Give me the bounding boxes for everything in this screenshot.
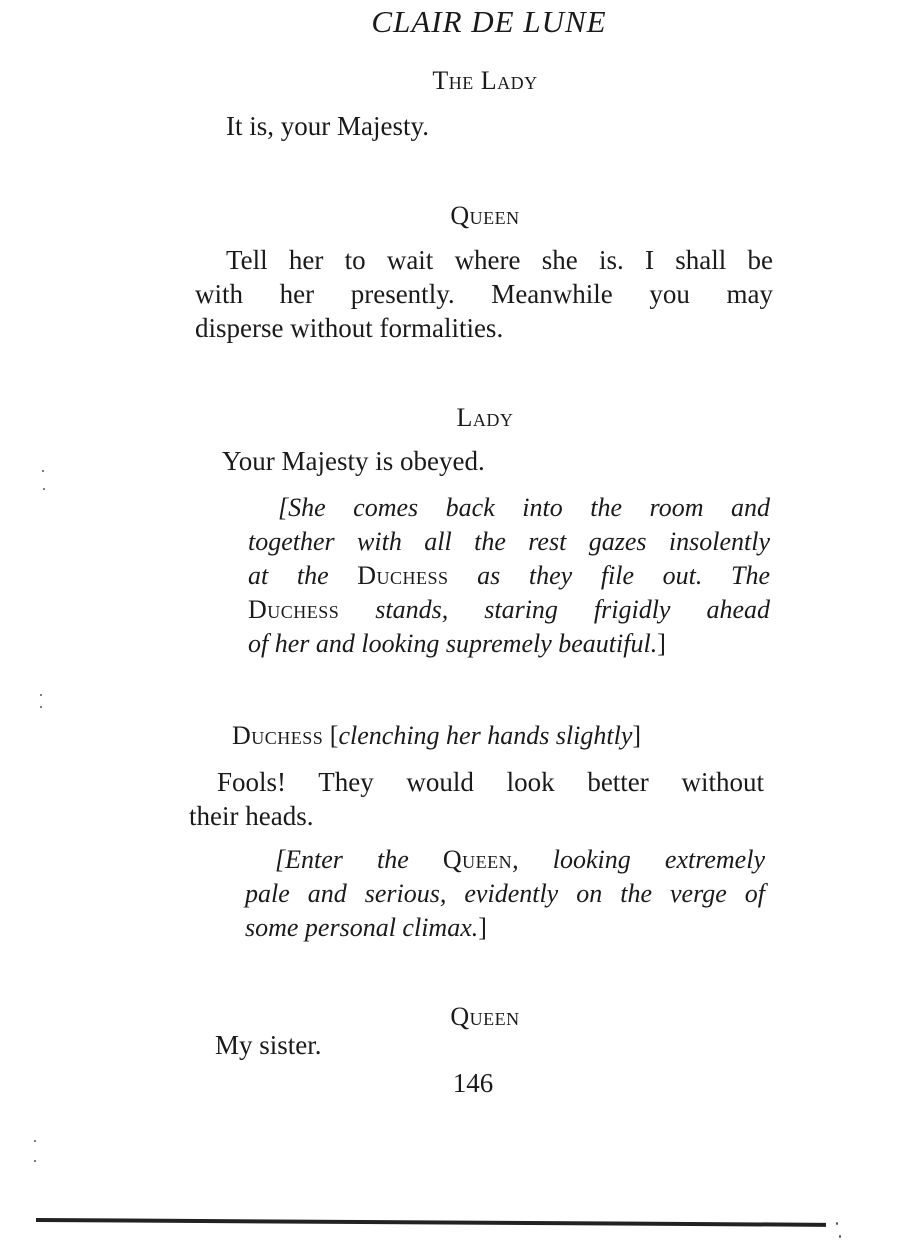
direction-line: [Enter the Queen, looking extremely <box>275 845 765 874</box>
speech-line: Fools! They would look better without <box>217 767 764 797</box>
scan-speck <box>40 706 42 708</box>
page-edge-rule <box>36 1218 826 1227</box>
stage-direction <box>248 491 770 661</box>
speech-line: with her presently. Meanwhile you may <box>195 279 773 309</box>
speech-line: disperse without formalities. <box>195 313 504 343</box>
inline-direction: clenching her hands slightly <box>338 721 633 750</box>
direction-line: together with all the rest gazes insolently <box>248 527 770 556</box>
speech-block-duchess <box>189 765 764 833</box>
direction-line: Duchess stands, staring frigidly ahead <box>248 595 770 624</box>
speaker-duchess: Duchess <box>232 721 324 750</box>
speaker-queen: Queen <box>450 1002 520 1031</box>
page-number: 146 <box>452 1068 494 1098</box>
scan-speck <box>839 1235 841 1238</box>
scan-speck <box>34 1140 36 1142</box>
scan-speck <box>42 470 44 472</box>
speech-line: their heads. <box>189 801 314 831</box>
direction-line: pale and serious, evidently on the verge of <box>245 879 765 908</box>
direction-line: at the Duchess as they file out. The <box>248 561 770 590</box>
character-name: Duchess <box>248 595 340 624</box>
direction-line: of her and looking supremely beautiful.] <box>248 629 666 658</box>
speech-block-queen <box>195 243 773 345</box>
character-name: Queen <box>442 845 513 874</box>
speaker-line-duchess: Duchess [clenching her hands slightly] <box>232 721 642 750</box>
running-head: CLAIR DE LUNE <box>371 4 607 39</box>
speech-line: My sister. <box>215 1030 322 1060</box>
speech-line: Tell her to wait where she is. I shall be <box>226 245 773 275</box>
speech-line: Your Majesty is obeyed. <box>222 446 485 476</box>
direction-line: some personal climax.] <box>245 913 487 942</box>
scan-speck <box>34 1160 36 1162</box>
scan-speck <box>836 1222 838 1225</box>
speech-line: It is, your Majesty. <box>226 111 429 141</box>
character-name: Duchess <box>357 561 449 590</box>
scan-speck <box>40 694 42 696</box>
speaker-queen: Queen <box>450 201 520 230</box>
speaker-the-lady: The Lady <box>432 66 538 95</box>
speaker-lady: Lady <box>456 403 514 432</box>
stage-direction <box>245 843 765 945</box>
direction-line: [She comes back into the room and <box>278 493 770 522</box>
scan-speck <box>43 488 45 490</box>
